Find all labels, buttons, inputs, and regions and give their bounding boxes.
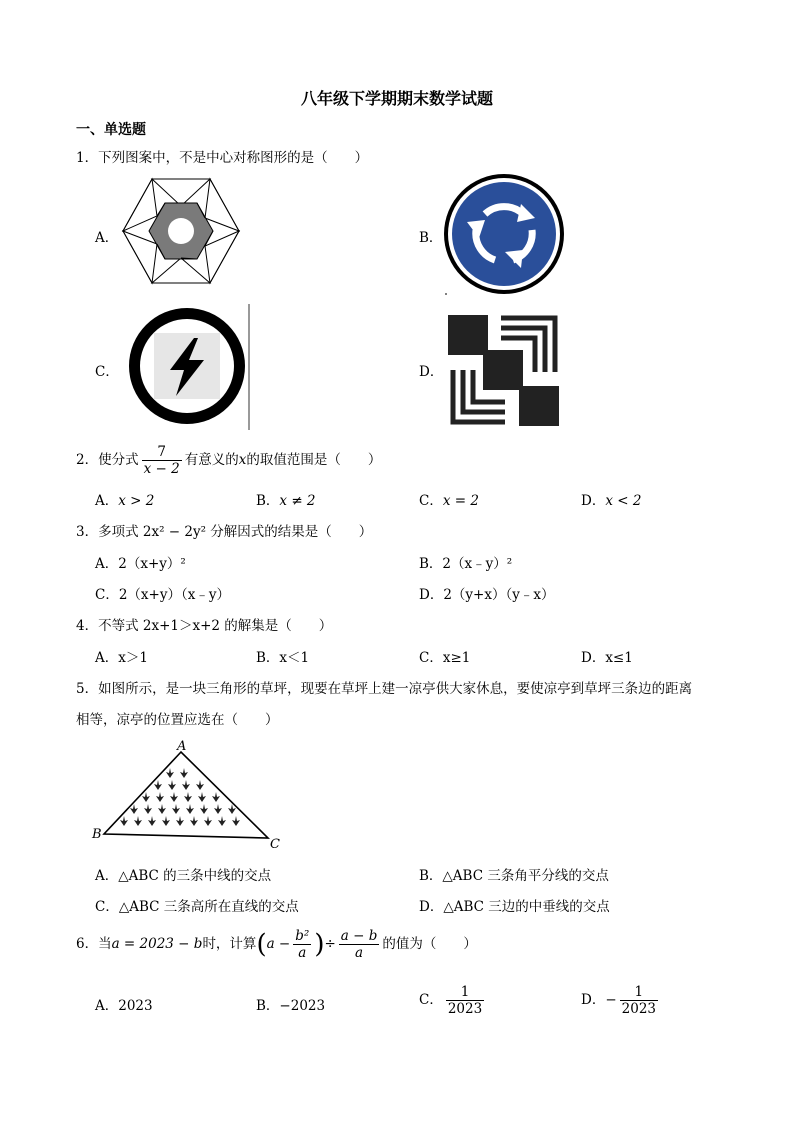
grass-tuft <box>144 804 152 814</box>
q4-option-b[interactable]: B．x＜1 <box>256 650 310 666</box>
grass-tuft <box>170 792 178 802</box>
grass-tuft <box>180 768 188 778</box>
q5-option-c[interactable]: C．△ABC 三条高所在直线的交点 <box>95 899 299 915</box>
q3-option-d[interactable]: D．2（y+x）（y﹣x） <box>419 587 555 603</box>
q2-mid: 有意义的 <box>184 452 239 468</box>
grass-tuft <box>184 792 192 802</box>
grass-tuft <box>154 780 162 790</box>
grass-tuft <box>134 816 142 826</box>
q6-divide: ÷ <box>324 936 336 952</box>
lightning-circle-icon <box>126 304 252 430</box>
grass-tuft <box>168 780 176 790</box>
grass-tuft <box>214 804 222 814</box>
q6-option-a[interactable]: A．2023 <box>95 998 153 1014</box>
q2-variable: x <box>238 452 247 468</box>
grass-tuft <box>172 804 180 814</box>
q2-denominator: x − 2 <box>143 461 180 477</box>
grass-tuft <box>148 816 156 826</box>
q4-option-c[interactable]: C．x≥1 <box>419 650 471 666</box>
q5-option-a[interactable]: A．△ABC 的三条中线的交点 <box>95 868 272 884</box>
q2-suffix: 的取值范围是（ ） <box>246 452 382 468</box>
q2-option-a[interactable]: A．x > 2 <box>95 493 155 509</box>
q3-option-c[interactable]: C．2（x+y）（x﹣y） <box>95 587 230 603</box>
q1-option-a-label[interactable]: A． <box>95 230 119 246</box>
q4-option-a[interactable]: A．x＞1 <box>95 650 148 666</box>
q6-condition: a = 2023 − b <box>111 936 203 952</box>
q2-option-d[interactable]: D．x < 2 <box>581 493 642 509</box>
section-heading: 一、单选题 <box>76 122 146 138</box>
grass-tuft <box>218 816 226 826</box>
grass-tuft <box>162 816 170 826</box>
q4-option-d[interactable]: D．x≤1 <box>581 650 633 666</box>
q2-numerator: 7 <box>142 444 182 461</box>
question-6-stem: 6．当a = 2023 − b时，计算(a − $\frac{\text{b²}}{a}$ )÷ $\frac{a - b}{a}$ 的值为（ ） <box>76 928 477 961</box>
q1-option-b-label[interactable]: B． <box>419 230 443 246</box>
q6-fraction-2: $\frac{a - b}{a}$ <box>340 928 378 961</box>
grass-tuft <box>186 804 194 814</box>
grass-tuft <box>176 816 184 826</box>
hexagon-pinwheel-icon <box>121 176 241 286</box>
grass-tuft <box>212 792 220 802</box>
grass-tuft <box>182 780 190 790</box>
grass-tuft <box>196 780 204 790</box>
grass-tuft <box>120 816 128 826</box>
q3-option-a[interactable]: A．2（x+y）² <box>95 556 186 572</box>
grass-tuft <box>158 804 166 814</box>
q1-option-c-label[interactable]: C． <box>95 364 119 380</box>
question-2-stem <box>76 444 381 477</box>
q5-option-d[interactable]: D．△ABC 三边的中垂线的交点 <box>419 899 610 915</box>
q2-option-c[interactable]: C．x = 2 <box>419 493 479 509</box>
question-3-stem: 3．多项式 2x² − 2y² 分解因式的结果是（ ） <box>76 524 373 540</box>
grass-tuft <box>190 816 198 826</box>
page-title: 八年级下学期期末数学试题 <box>300 89 493 108</box>
roundabout-sign-icon <box>441 172 567 296</box>
question-5-stem-line-2: 相等，凉亭的位置应选在（ ） <box>76 712 279 728</box>
q6-expr-a: a − <box>266 936 291 952</box>
q5-option-b[interactable]: B．△ABC 三条角平分线的交点 <box>419 868 609 884</box>
chevron-squares-icon <box>445 312 563 428</box>
q2-prefix: 2．使分式 <box>76 452 139 468</box>
q6-option-d[interactable]: D．− $\frac{1}{2023}$ <box>581 984 656 1017</box>
q3-option-b[interactable]: B．2（x﹣y）² <box>419 556 513 572</box>
q6-option-c[interactable]: C． $\frac{1}{2023}$ <box>419 984 483 1017</box>
grass-tuft <box>156 792 164 802</box>
q6-fraction-1: $\frac{\text{b²}}{a}$ <box>295 928 310 961</box>
grass-tuft <box>166 768 174 778</box>
q2-fraction <box>142 444 182 477</box>
q1-option-d-label[interactable]: D． <box>419 364 444 380</box>
question-5-stem-line-1: 5．如图所示，是一块三角形的草坪，现要在草坪上建一凉亭供大家休息，要使凉亭到草坪三条边的距离 <box>76 681 693 697</box>
grass-tuft <box>204 816 212 826</box>
q6-mid: 时，计算 <box>202 936 257 952</box>
q6-prefix: 6．当 <box>76 936 112 952</box>
q2-option-b[interactable]: B．x ≠ 2 <box>256 493 316 509</box>
question-4-stem: 4．不等式 2x+1＞x+2 的解集是（ ） <box>76 618 333 634</box>
grass-tuft <box>232 816 240 826</box>
vertex-label-c: C <box>270 837 280 850</box>
grass-tuft <box>142 792 150 802</box>
vertex-label-a: A <box>177 739 187 754</box>
q6-suffix: 的值为（ ） <box>382 936 477 952</box>
triangle-lawn-figure <box>88 738 288 850</box>
grass-tuft <box>198 792 206 802</box>
q6-option-b[interactable]: B．−2023 <box>256 998 326 1014</box>
vertex-label-b: B <box>92 827 102 842</box>
grass-tuft <box>200 804 208 814</box>
question-1-stem: 1．下列图案中，不是中心对称图形的是（ ） <box>76 150 369 166</box>
